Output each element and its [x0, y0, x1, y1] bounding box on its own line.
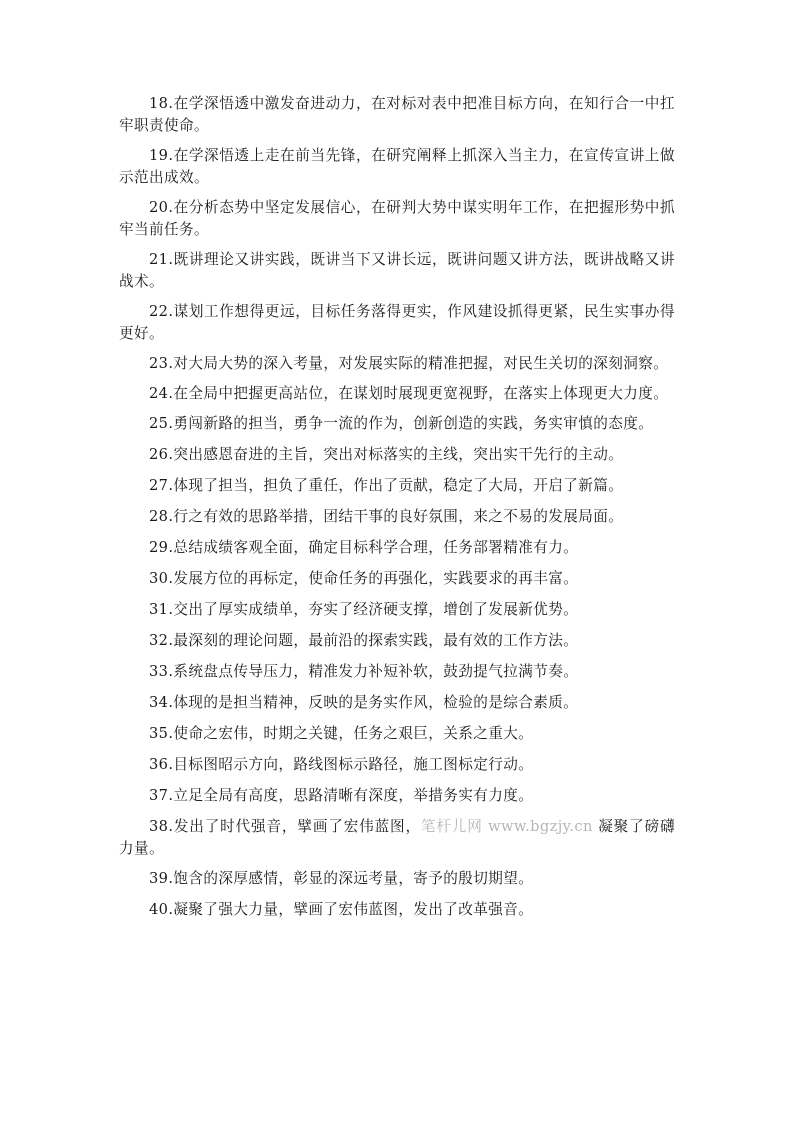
list-item: 36.目标图昭示方向，路线图标示路径，施工图标定行动。 [149, 756, 534, 773]
item-text: 38.发出了时代强音，擘画了宏伟蓝图， [149, 818, 421, 835]
list-item: 33.系统盘点传导压力，精准发力补短补软，鼓劲提气拉满节奏。 [149, 663, 579, 680]
list-item: 29.总结成绩客观全面，确定目标科学合理，任务部署精准有力。 [149, 539, 579, 556]
list-item: 28.行之有效的思路举措，团结干事的良好氛围，来之不易的发展局面。 [149, 508, 624, 525]
list-item: 30.发展方位的再标定，使命任务的再强化，实践要求的再丰富。 [149, 570, 579, 587]
list-item [119, 816, 675, 860]
list-item: 35.使命之宏伟，时期之关键，任务之艰巨，关系之重大。 [149, 725, 534, 742]
list-item: 24.在全局中把握更高站位，在谋划时展现更宽视野，在落实上体现更大力度。 [149, 385, 669, 402]
list-item: 21.既讲理论又讲实践，既讲当下又讲长远，既讲问题又讲方法，既讲战略又讲战术。 [119, 251, 675, 290]
list-item: 32.最深刻的理论问题，最前沿的探索实践，最有效的工作方法。 [149, 632, 579, 649]
list-item: 20.在分析态势中坚定发展信心，在研判大势中谋实明年工作，在把握形势中抓牢当前任务。 [119, 199, 675, 238]
list-item: 22.谋划工作想得更远，目标任务落得更实，作风建设抓得更紧，民生实事办得更好。 [119, 303, 675, 342]
list-item: 34.体现的是担当精神，反映的是务实作风，检验的是综合素质。 [149, 694, 579, 711]
list-item: 39.饱含的深厚感情，彰显的深远考量，寄予的殷切期望。 [149, 870, 534, 887]
phrase-list [119, 93, 675, 930]
list-item: 31.交出了厚实成绩单，夯实了经济硬支撑，增创了发展新优势。 [149, 601, 579, 618]
list-item: 19.在学深悟透上走在前当先锋，在研究阐释上抓深入当主力，在宣传宣讲上做示范出成效。 [119, 147, 675, 186]
site-watermark: 笔杆儿网 www.bgzjy.cn [420, 818, 593, 835]
list-item: 25.勇闯新路的担当，勇争一流的作为，创新创造的实践，务实审慎的态度。 [149, 415, 654, 432]
list-item: 23.对大局大势的深入考量，对发展实际的精准把握，对民生关切的深刻洞察。 [149, 355, 669, 372]
list-item: 18.在学深悟透中激发奋进动力，在对标对表中把准目标方向，在知行合一中扛牢职责使命。 [119, 95, 675, 134]
list-item: 37.立足全局有高度，思路清晰有深度，举措务实有力度。 [149, 787, 534, 804]
item-text: 凝聚了磅礴力量。 [119, 818, 675, 857]
list-item: 40.凝聚了强大力量，擘画了宏伟蓝图，发出了改革强音。 [149, 901, 534, 918]
list-item: 26.突出感恩奋进的主旨，突出对标落实的主线，突出实干先行的主动。 [149, 446, 624, 463]
list-item: 27.体现了担当，担负了重任，作出了贡献，稳定了大局，开启了新篇。 [149, 477, 624, 494]
